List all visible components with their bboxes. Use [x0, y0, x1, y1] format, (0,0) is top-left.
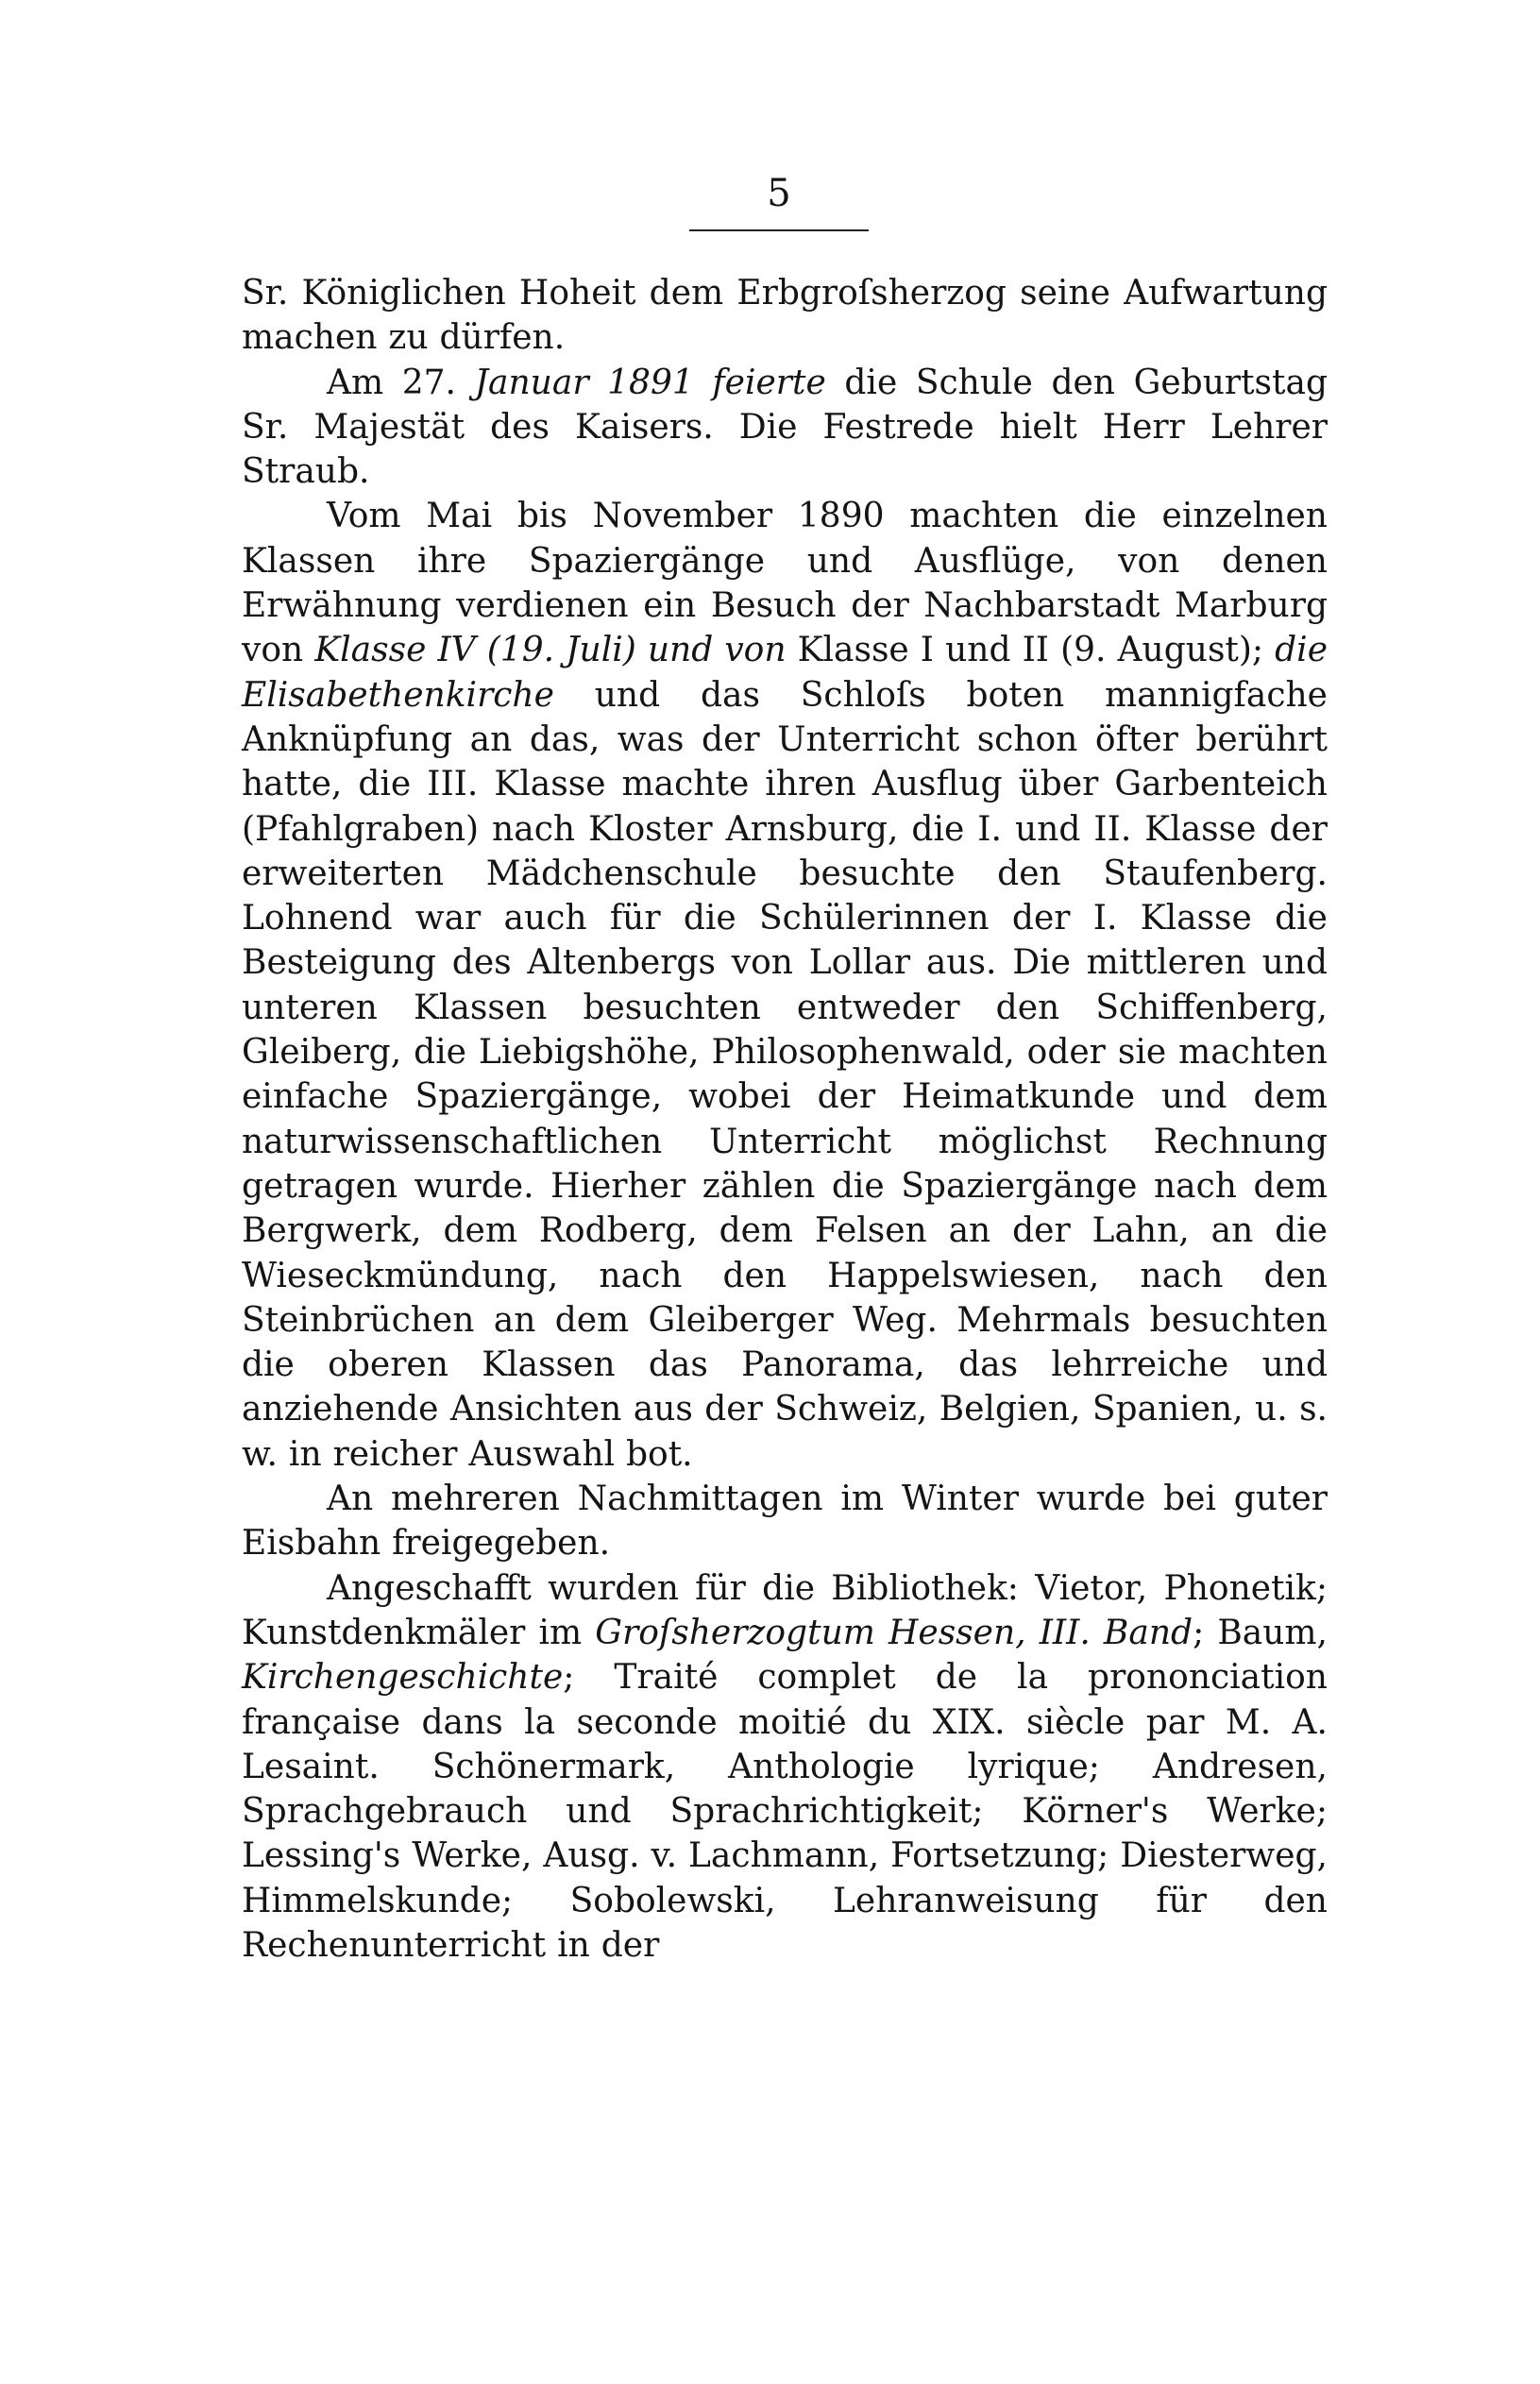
paragraph-3 [242, 494, 1328, 1477]
paragraph-5-text-c: ; Baum, [1193, 1613, 1328, 1652]
paragraph-2-text-a: Am 27. [327, 363, 475, 402]
paragraph-5-italic-2: Kirchengeschichte [242, 1658, 564, 1698]
paragraph-3-text-a: Vom Mai bis November 1890 machten die einzelnen Klassen ihre Spaziergänge und Ausflüge, von denen Erwähnung verdienen ein Besuch der Nachbarstadt Marburg von [242, 497, 1328, 670]
paragraph-3-italic-2: die Elisabethenkirche [242, 631, 1328, 715]
page-number: 5 [767, 172, 791, 215]
paragraph-1: Sr. Königlichen Hoheit dem Erbgroſsherzog seine Aufwartung machen zu dürfen. [242, 274, 1328, 358]
paragraph-3-text-c: Klasse I und II (9. August); [786, 631, 1276, 670]
paragraph-3-italic-1: Klasse IV (19. Juli) und von [314, 631, 787, 670]
body-text [242, 271, 1328, 1968]
paragraph-2 [242, 361, 1328, 495]
paragraph-5 [242, 1566, 1328, 1969]
paragraph-5-italic-1: Groſsherzogtum Hessen, III. Band [595, 1613, 1193, 1652]
paragraph-4: An mehreren Nachmittagen im Winter wurde bei guter Eisbahn freigegeben. [242, 1479, 1328, 1564]
header-rule [689, 229, 869, 231]
paragraph-2-text-c: die Schule den Geburtstag Sr. Majestät des Kaisers. Die Festrede hielt Herr Lehrer Straub. [242, 363, 1328, 492]
paragraph-2-italic: Januar 1891 feierte [474, 363, 826, 402]
paragraph-5-text-a: Angeschafft wurden für die Bibliothek: Vietor, Phonetik; Kunstdenkmäler im [242, 1568, 1328, 1652]
paragraph-5-text-e: ; Traité complet de la prononciation française dans la seconde moitié du XIX. siècle par M. A. Lesaint. Schönermark, Anthologie lyrique; Andresen, Sprachgebrauch und Sprachrichtigkeit; Körner's Werke; Lessing's Werke, Ausg. v. Lachmann, Fortsetzung; Diesterweg, Himmelskunde; Sobolewski, Lehranweisung für den Rechenunterricht in der [242, 1658, 1328, 1965]
paragraph-3-text-e: und das Schloſs boten mannigfache Anknüpfung an das, was der Unterricht schon öfter berührt hatte, die III. Klasse machte ihren Ausflug über Garbenteich (Pfahlgraben) nach Kloster Arnsburg, die I. und II. Klasse der erweiterten Mädchenschule besuchte den Staufenberg. Lohnend war auch für die Schülerinnen der I. Klasse die Besteigung des Altenbergs von Lollar aus. Die mittleren und unteren Klassen besuchten entweder den Schiffenberg, Gleiberg, die Liebigshöhe, Philosophenwald, oder sie machten einfache Spaziergänge, wobei der Heimatkunde und dem naturwissenschaftlichen Unterricht möglichst Rechnung getragen wurde. Hierher zählen die Spaziergänge nach dem Bergwerk, dem Rodberg, dem Felsen an der Lahn, an die Wieseckmündung, nach den Happelswiesen, nach den Steinbrüchen an dem Gleiberger Weg. Mehrmals besuchten die oberen Klassen das Panorama, das lehrreiche und anziehende Ansichten aus der Schweiz, Belgien, Spanien, u. s. w. in reicher Auswahl bot. [242, 675, 1328, 1474]
